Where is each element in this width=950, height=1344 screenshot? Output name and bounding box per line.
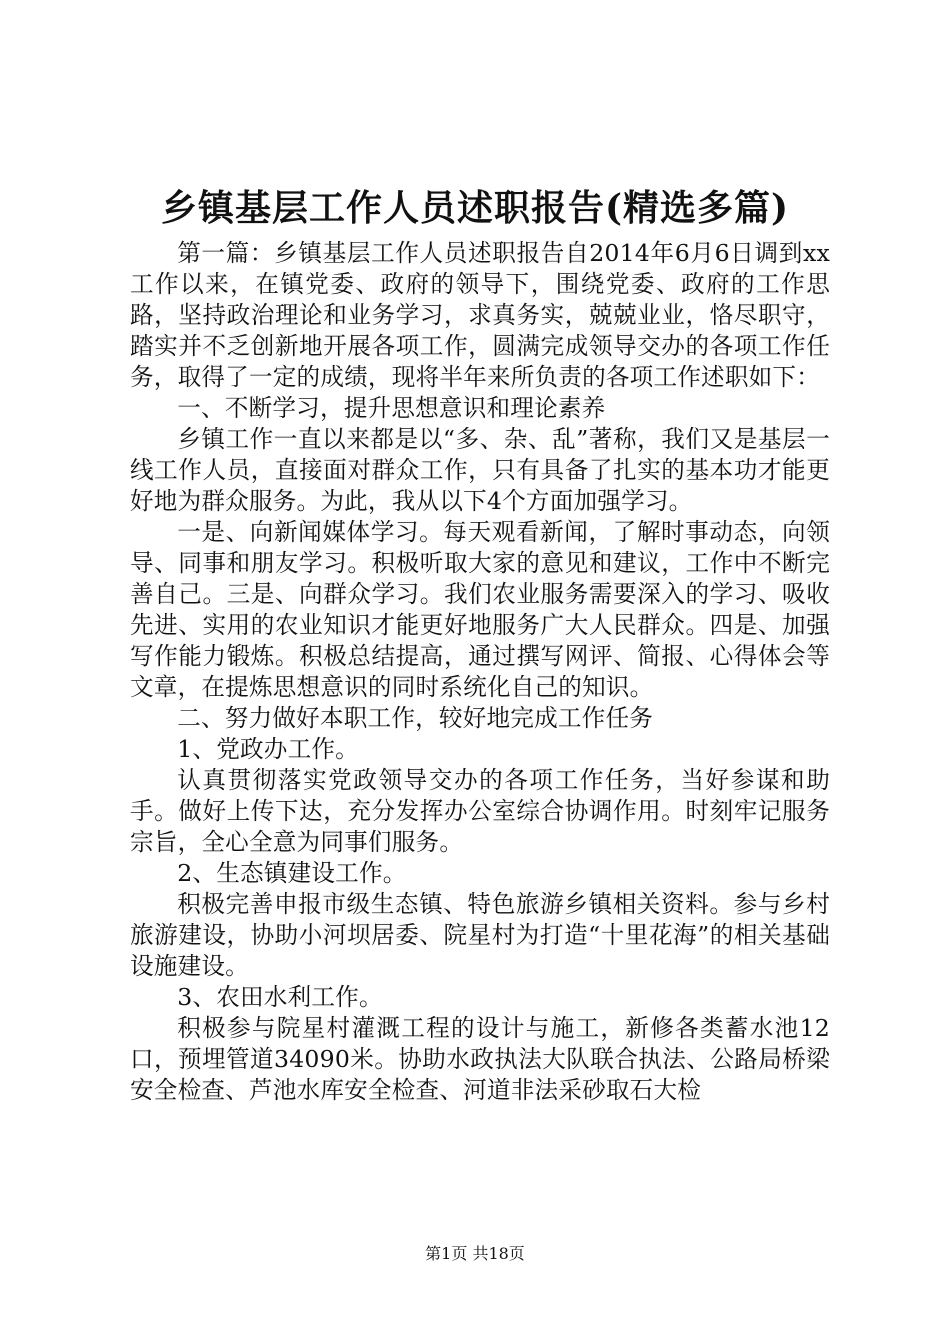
- document-title: 乡镇基层工作人员述职报告(精选多篇): [160, 187, 790, 229]
- paragraph-6: 积极参与院星村灌溉工程的设计与施工，新修各类蓄水池12口，预埋管道34090米。协助水政执法大队联合执法、公路局桥梁安全检查、芦池水库安全检查、河道非法采砂取石大检: [130, 1014, 830, 1104]
- subheading-1: 1、党政办工作。: [177, 735, 359, 763]
- paragraph-3: 一是、向新闻媒体学习。每天观看新闻，了解时事动态，向领导、同事和朋友学习。积极听取大家的意见和建议，工作中不断完善自己。三是、向群众学习。我们农业服务需要深入的学习、吸收先进、实用的农业知识才能更好地服务广大人民群众。四是、加强写作能力锻炼。积极总结提高，通过撰写网评、简报、心得体会等文章，在提炼思想意识的同时系统化自己的知识。: [130, 518, 830, 701]
- paragraph-1: 第一篇：乡镇基层工作人员述职报告自2014年6月6日调到xx工作以来，在镇党委、政府的领导下，围绕党委、政府的工作思路，坚持政治理论和业务学习，求真务实，兢兢业业，恪尽职守，踏实并不乏创新地开展各项工作，圆满完成领导交办的各项工作任务，取得了一定的成绩，现将半年来所负责的各项工作述职如下：: [130, 239, 830, 391]
- paragraph-2: 乡镇工作一直以来都是以“多、杂、乱”著称，我们又是基层一线工作人员，直接面对群众工作，只有具备了扎实的基本功才能更好地为群众服务。为此，我从以下4个方面加强学习。: [130, 425, 830, 515]
- paragraph-5: 积极完善申报市级生态镇、特色旅游乡镇相关资料。参与乡村旅游建设，协助小河坝居委、院星村为打造“十里花海”的相关基础设施建设。: [130, 890, 830, 980]
- subheading-3: 3、农田水利工作。: [177, 983, 383, 1011]
- paragraph-4: 认真贯彻落实党政领导交办的各项工作任务，当好参谋和助手。做好上传下达，充分发挥办公室综合协调作用。时刻牢记服务宗旨，全心全意为同事们服务。: [130, 766, 830, 856]
- document-body: [130, 238, 830, 1106]
- page-footer: 第1页 共18页: [425, 1244, 525, 1263]
- subheading-2: 2、生态镇建设工作。: [177, 859, 407, 887]
- section-heading-2: 二、努力做好本职工作，较好地完成工作任务: [177, 704, 654, 732]
- section-heading-1: 一、不断学习，提升思想意识和理论素养: [177, 394, 606, 422]
